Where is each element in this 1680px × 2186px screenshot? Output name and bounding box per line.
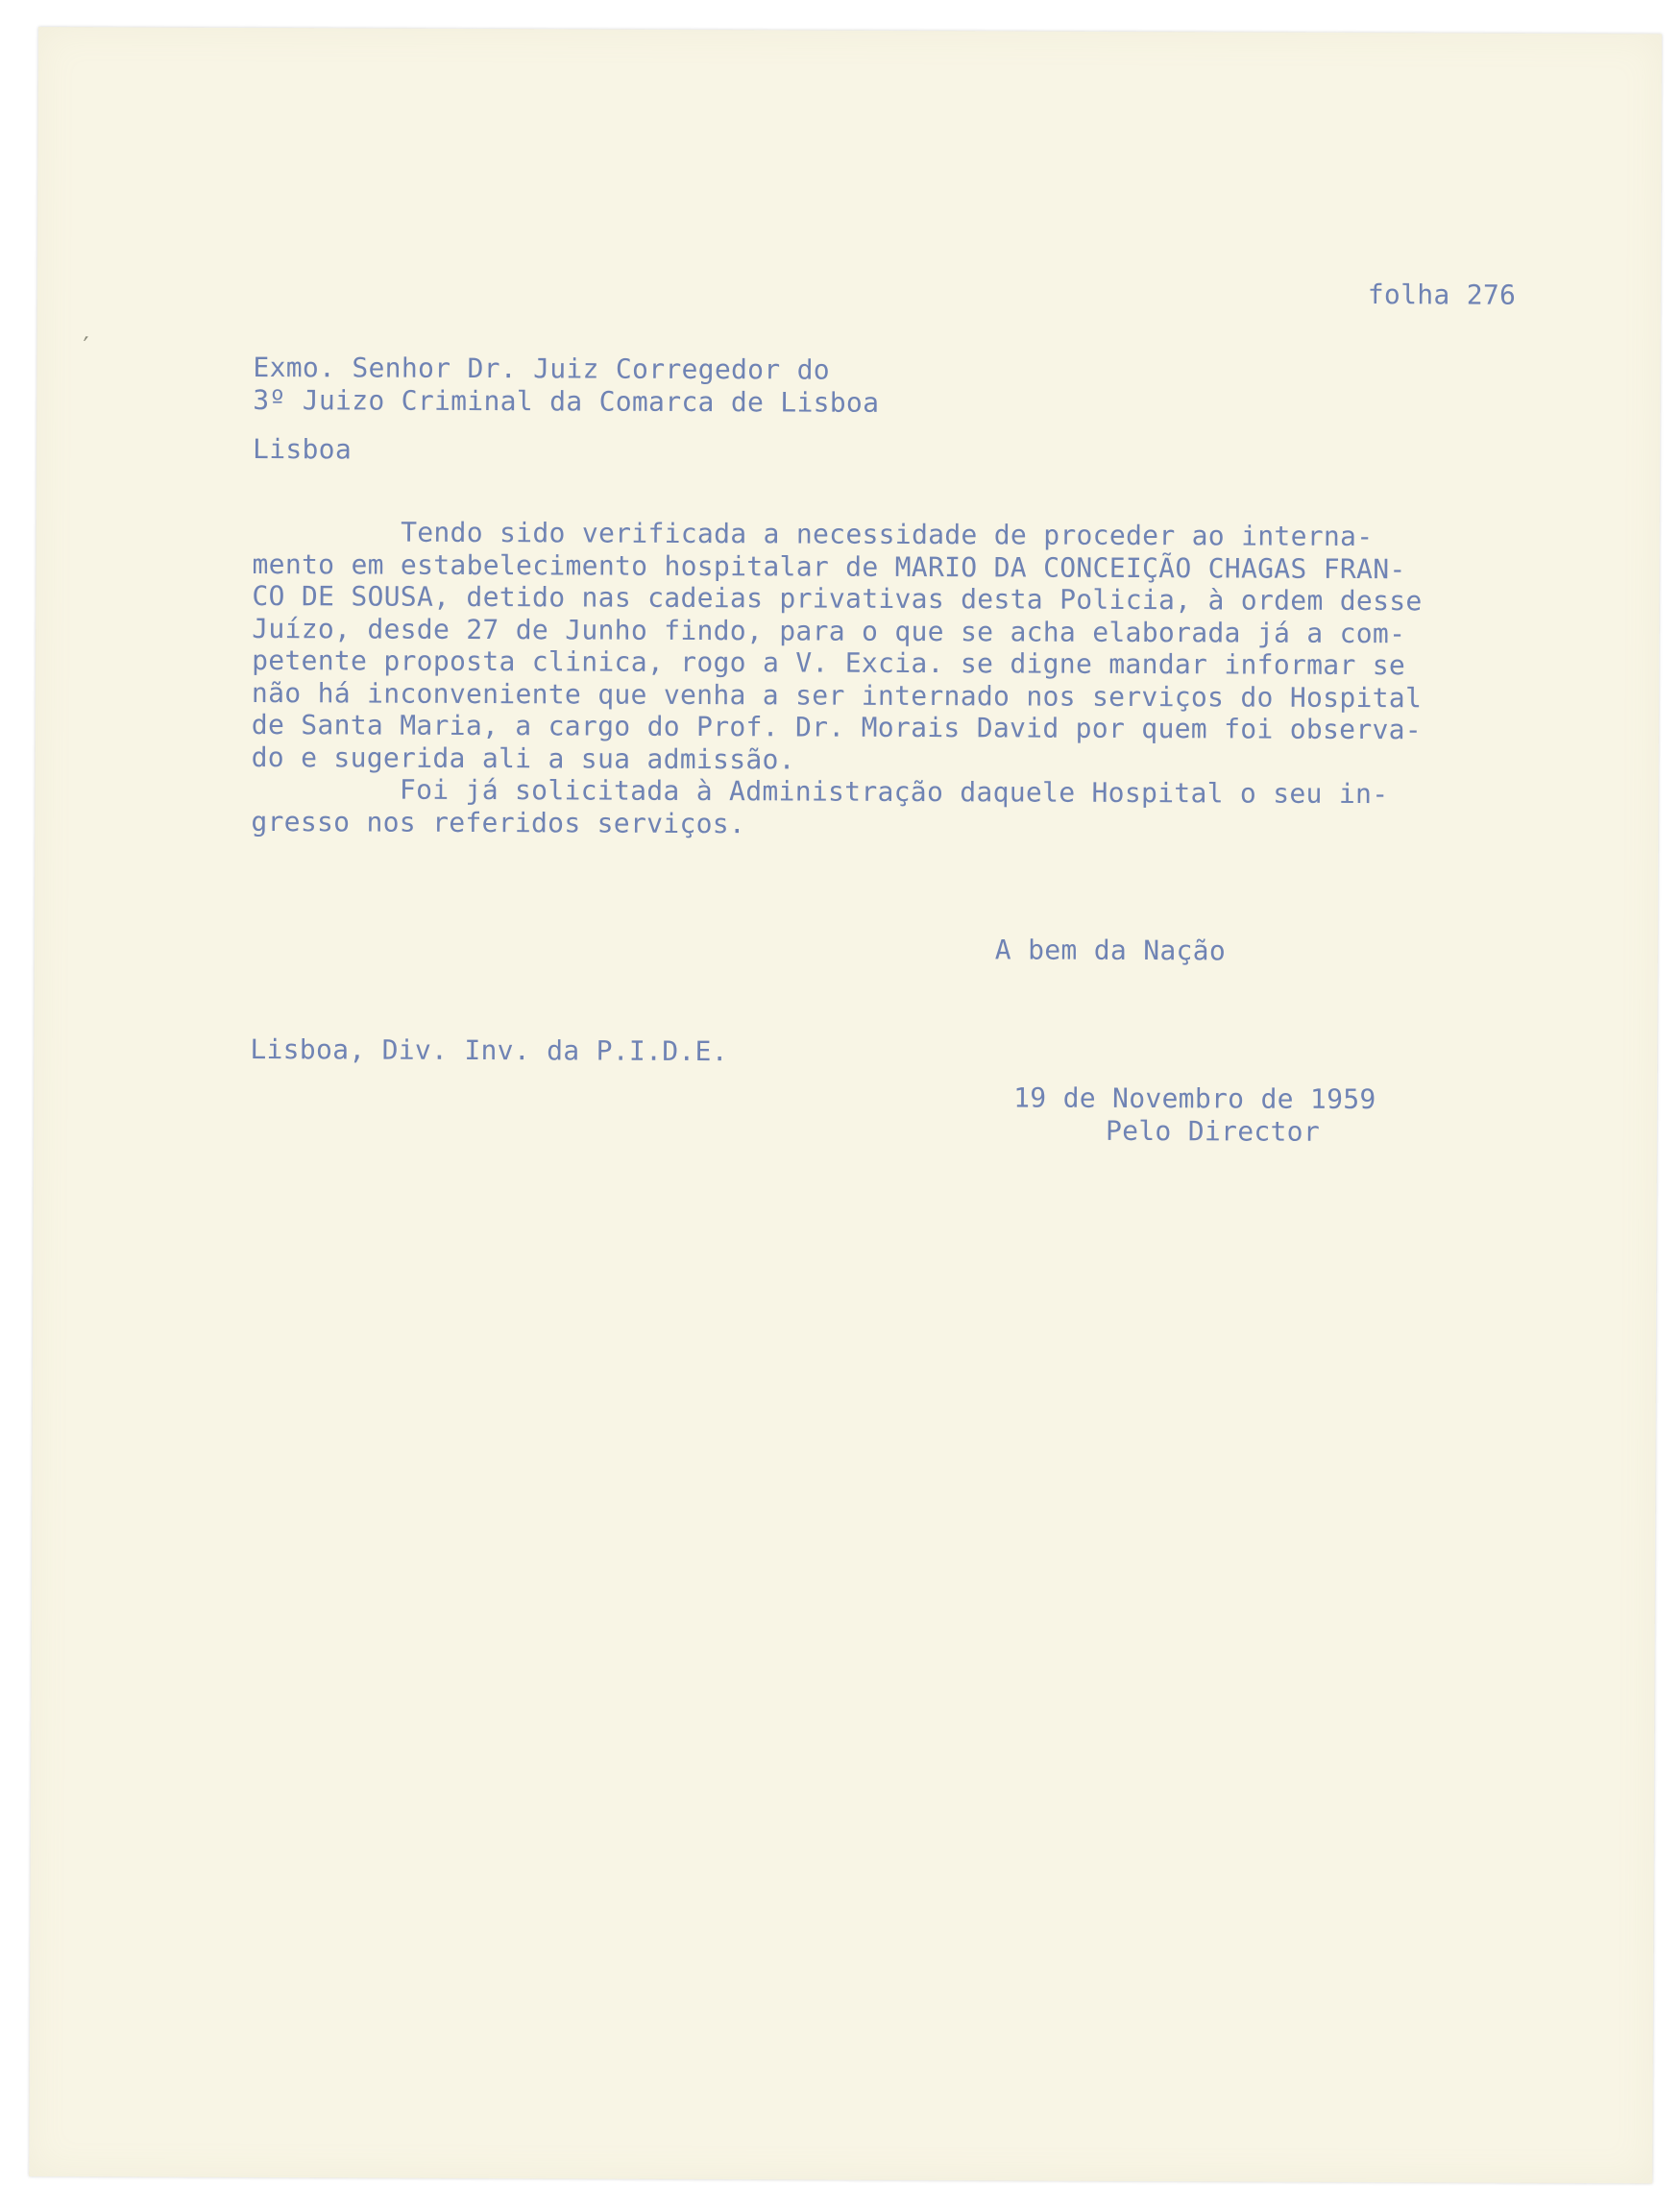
body-line: do e sugerida ali a sua admissão. (251, 741, 795, 775)
body-line: de Santa Maria, a cargo do Prof. Dr. Morais David por quem foi observa- (251, 708, 1423, 746)
body-line: CO DE SOUSA, detido nas cadeias privativas desta Policia, à ordem desse (252, 579, 1423, 618)
body-line: gresso nos referidos serviços. (251, 805, 746, 839)
addressee-line-1: Exmo. Senhor Dr. Juiz Corregedor do (253, 351, 831, 386)
body-line: não há inconveniente que venha a ser internado nos serviços do Hospital (251, 676, 1423, 714)
place-of-issue: Lisboa, Div. Inv. da P.I.D.E. (250, 1032, 729, 1068)
date-signature-block (1013, 1081, 1376, 1149)
body-line: Tendo sido verificada a necessidade de proceder ao interna- (252, 515, 1374, 553)
body-line: Juízo, desde 27 de Junho findo, para o que se acha elaborada já a com- (252, 612, 1406, 649)
addressee-city: Lisboa (253, 432, 353, 466)
addressee-line-2: 3º Juizo Criminal da Comarca de Lisboa (253, 383, 880, 419)
closing-salutation: A bem da Nação (994, 934, 1227, 967)
body-line: mento em estabelecimento hospitalar de MARIO DA CONCEIÇÃO CHAGAS FRAN- (252, 547, 1406, 585)
body-line: Foi já solicitada à Administração daquele Hospital o seu in- (251, 772, 1389, 811)
folio-number: folha 276 (1367, 279, 1517, 311)
letter-body (251, 516, 1423, 842)
signatory-line: Pelo Director (1105, 1114, 1321, 1148)
body-line: petente proposta clinica, rogo a V. Excia. se digne mandar informar se (252, 644, 1406, 682)
document-sheet (29, 27, 1662, 2183)
letter-date: 19 de Novembro de 1959 (1013, 1081, 1376, 1116)
margin-mark: ′ (83, 332, 89, 362)
addressee-block (253, 352, 879, 420)
